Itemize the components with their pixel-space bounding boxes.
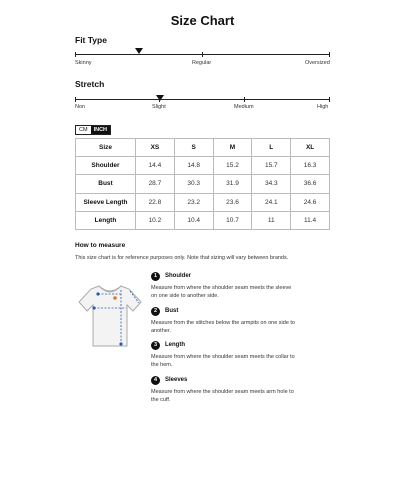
table-row-length — [76, 211, 330, 229]
unit-cm-button[interactable]: CM — [79, 127, 88, 133]
stretch-tick-4 — [329, 97, 330, 102]
fit-type-tick-left — [75, 52, 76, 57]
tshirt-diagram-icon — [77, 280, 143, 350]
step-description: Measure from where the shoulder seam meets the collar to the hem. — [151, 354, 295, 368]
table-cell: 23.2 — [174, 193, 213, 211]
step-description: Measure from the stitches below the armpits on one side to another. — [151, 320, 295, 334]
fit-type-label: Fit Type — [75, 35, 107, 45]
fit-type-label-skinny: Skinny — [75, 60, 92, 66]
table-header-size: Size — [76, 139, 136, 157]
table-cell: 28.7 — [136, 175, 175, 193]
table-cell: 30.3 — [174, 175, 213, 193]
table-row-sleeve-length — [76, 193, 330, 211]
step-title: Bust — [165, 308, 179, 314]
step-number-badge: 2 — [151, 307, 160, 316]
table-cell: 10.7 — [213, 211, 252, 229]
stretch-label: Stretch — [75, 79, 105, 89]
table-cell: 36.6 — [291, 175, 330, 193]
stretch-label-high: High — [317, 104, 329, 110]
table-row-shoulder — [76, 157, 330, 175]
stretch-tick-3 — [244, 97, 245, 102]
table-cell: 10.2 — [136, 211, 175, 229]
table-cell: 11.4 — [291, 211, 330, 229]
table-header-xl: XL — [291, 139, 330, 157]
step-number-badge: 3 — [151, 341, 160, 350]
table-cell: 23.6 — [213, 193, 252, 211]
step-title: Sleeves — [165, 377, 188, 383]
step-number-badge: 4 — [151, 376, 160, 385]
stretch-marker — [156, 95, 164, 101]
table-header-row — [76, 139, 330, 157]
table-cell: 16.3 — [291, 157, 330, 175]
table-cell: 10.4 — [174, 211, 213, 229]
how-to-measure-title: How to measure — [75, 242, 126, 249]
table-cell: 24.1 — [252, 193, 291, 211]
row-label-length: Length — [76, 211, 136, 229]
table-header-m: M — [213, 139, 252, 157]
stretch-label-medium: Medium — [234, 104, 254, 110]
table-cell: 15.2 — [213, 157, 252, 175]
row-label-shoulder: Shoulder — [76, 157, 136, 175]
table-cell: 14.8 — [174, 157, 213, 175]
table-cell: 14.4 — [136, 157, 175, 175]
stretch-scale — [75, 99, 330, 100]
fit-type-tick-right — [329, 52, 330, 57]
step-description: Measure from where the shoulder seam meets the sleeve on one side to another side. — [151, 285, 292, 299]
stretch-label-non: Non — [75, 104, 86, 110]
table-cell: 24.6 — [291, 193, 330, 211]
table-header-l: L — [252, 139, 291, 157]
table-cell: 15.7 — [252, 157, 291, 175]
step-description: Measure from where the shoulder seam meets arm hole to the cuff. — [151, 389, 294, 403]
step-title: Shoulder — [165, 273, 192, 279]
step-title: Length — [165, 342, 185, 348]
table-cell: 34.3 — [252, 175, 291, 193]
stretch-label-slight: Slight — [152, 104, 166, 110]
stretch-tick-2 — [159, 97, 160, 102]
table-header-s: S — [174, 139, 213, 157]
table-cell: 22.8 — [136, 193, 175, 211]
page-title: Size Chart — [170, 13, 235, 28]
row-label-sleeve-length: Sleeve Length — [76, 193, 136, 211]
table-cell: 31.9 — [213, 175, 252, 193]
table-cell: 11 — [252, 211, 291, 229]
stretch-tick-1 — [75, 97, 76, 102]
unit-inch-button[interactable]: INCH — [91, 126, 110, 134]
table-header-xs: XS — [136, 139, 175, 157]
step-number-badge: 1 — [151, 272, 160, 281]
row-label-bust: Bust — [76, 175, 136, 193]
table-row-bust — [76, 175, 330, 193]
fit-type-tick-mid — [202, 52, 203, 57]
how-to-measure-note: This size chart is for reference purposes only. Note that sizing will vary between brands. — [75, 255, 289, 261]
fit-type-label-regular: Regular — [192, 60, 212, 66]
size-table — [75, 138, 330, 230]
unit-toggle — [75, 125, 111, 135]
fit-type-label-oversized: Oversized — [305, 60, 330, 66]
